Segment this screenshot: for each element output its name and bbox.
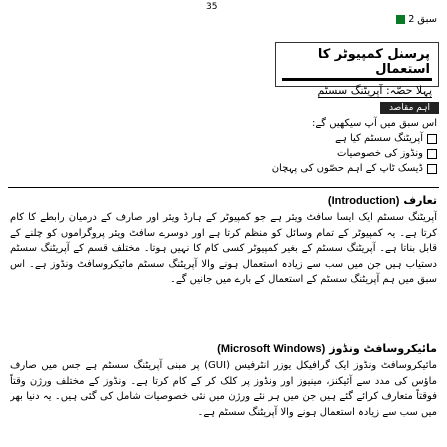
windows-heading — [217, 342, 437, 355]
objective-text: ڈیسک ٹاپ کے اہم حصّوں کی پہچان — [271, 163, 423, 174]
page-number: 35 — [206, 2, 218, 12]
checkbox-icon — [427, 134, 437, 144]
lesson-label: سبق — [417, 14, 437, 25]
objectives-intro: اس سبق میں آپ سیکھیں گے: — [312, 118, 437, 129]
lesson-badge — [393, 14, 437, 25]
checkbox-icon — [427, 164, 437, 174]
introduction-heading-latin: (Introduction) — [327, 194, 400, 207]
introduction-heading — [328, 194, 437, 207]
chapter-title: پرسنل کمپیوٹر کا استعمال — [282, 47, 432, 81]
chapter-subtitle — [282, 84, 432, 97]
objective-text: ونڈوز کی خصوصیات — [337, 148, 423, 159]
flag-icon — [393, 15, 405, 24]
checkbox-icon — [427, 149, 437, 159]
chapter-subtitle-text: پہلا حصّہ: آپریٹنگ سسٹم — [317, 84, 432, 97]
divider — [8, 187, 439, 188]
objectives-list — [272, 131, 437, 176]
windows-paragraph: مائیکروسافٹ ونڈوز ایک گرافیکل یوزر انٹرفیس (GUI) پر مبنی آپریٹنگ سسٹم ہے جس میں صارف ماؤس کی مدد سے آئیکنز، مینیوز اور ونڈوز پر کلک کر کے کام کرتا ہے۔ ونڈوز کے مختلف ورژن وقتاً فوقتاً متعارف کرائے گئے ہیں جن میں ہر نئے ورژن میں نئی خصوصیات شامل کی گئی ہیں۔ یہ دنیا بھر میں سب سے زیادہ استعمال ہونے والا آپریٹنگ سسٹم ہے۔ — [10, 360, 437, 418]
objectives-header: اہم مقاصد — [380, 102, 439, 114]
introduction-heading-urdu: تعارف — [403, 194, 437, 207]
chapter-title-box — [275, 42, 439, 97]
objective-text: آپریٹنگ سسٹم کیا ہے — [335, 133, 423, 144]
windows-heading-latin: (Microsoft Windows) — [217, 342, 326, 355]
lesson-number: 2 — [408, 14, 415, 25]
windows-heading-urdu: مائیکروسافٹ ونڈوز — [329, 342, 437, 355]
objective-item — [272, 131, 437, 146]
objective-item — [272, 146, 437, 161]
objective-item — [272, 161, 437, 176]
introduction-paragraph: آپریٹنگ سسٹم ایک ایسا سافٹ ویئر ہے جو کمپیوٹر کے ہارڈ ویئر اور صارف کے درمیان رابطے کا کام کرتا ہے۔ یہ کمپیوٹر کے تمام وسائل کو منظم کرتا ہے اور دوسرے سافٹ ویئر پروگراموں کو چلنے کے قابل بناتا ہے۔ آپریٹنگ سسٹم کے بغیر کمپیوٹر کسی کام کا نہیں ہوتا۔ مختلف قسم کے آپریٹنگ سسٹم دستیاب ہیں جن میں سب سے زیادہ استعمال ہونے والا آپریٹنگ سسٹم مائیکروسافٹ ونڈوز ہے۔ اس سبق میں ہم آپریٹنگ سسٹم کے استعمال کے بارے میں جانیں گے۔ — [10, 212, 437, 285]
